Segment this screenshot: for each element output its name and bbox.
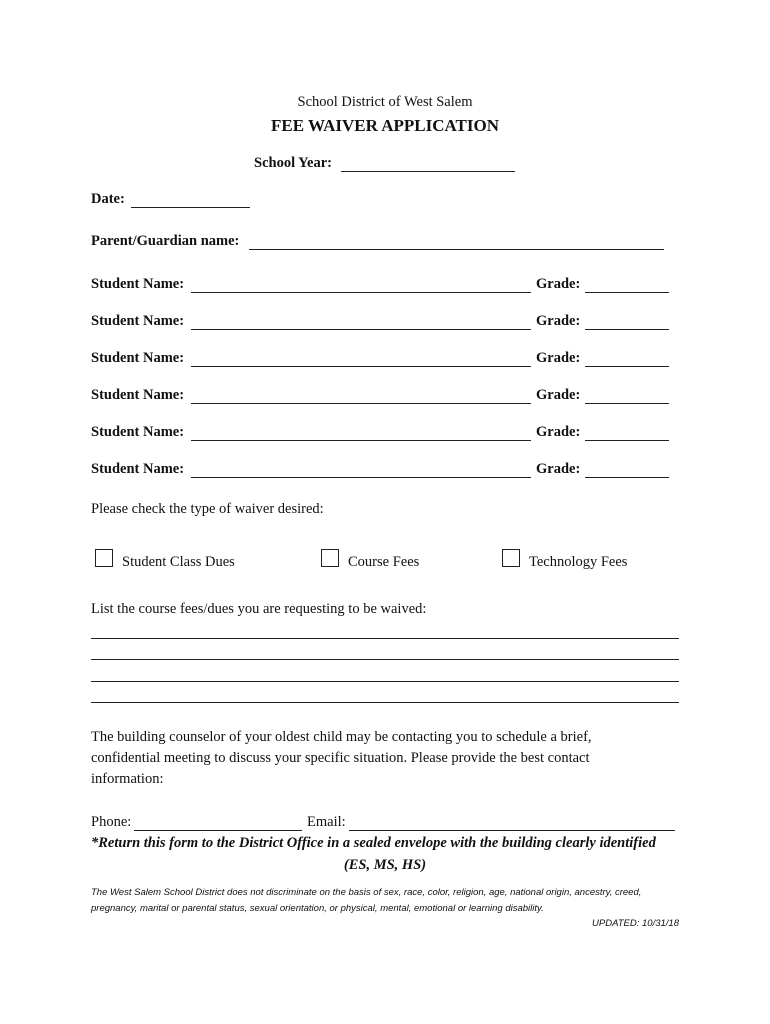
student-name-label: Student Name:: [91, 350, 185, 366]
student-name-label: Student Name:: [91, 387, 185, 403]
student-name-field[interactable]: [191, 329, 531, 330]
email-label: Email:: [307, 814, 346, 830]
list-fees-prompt: List the course fees/dues you are requesting to be waived:: [91, 601, 427, 617]
fees-list-line[interactable]: [91, 681, 679, 682]
student-name-field[interactable]: [191, 292, 531, 293]
return-instruction-schools: (ES, MS, HS): [343, 857, 427, 873]
parent-guardian-field[interactable]: [249, 249, 664, 250]
counselor-text: The building counselor of your oldest child may be contacting you to schedule a brief,: [91, 729, 592, 745]
grade-label: Grade:: [536, 313, 581, 329]
waiver-type-prompt: Please check the type of waiver desired:: [91, 501, 324, 517]
student-name-field[interactable]: [191, 366, 531, 367]
course-fees-label: Course Fees: [348, 554, 420, 570]
fees-list-line[interactable]: [91, 638, 679, 639]
email-field[interactable]: [349, 830, 675, 831]
grade-field[interactable]: [585, 329, 669, 330]
student-name-label: Student Name:: [91, 461, 185, 477]
technology-fees-checkbox[interactable]: [502, 549, 520, 567]
phone-field[interactable]: [134, 830, 302, 831]
grade-label: Grade:: [536, 461, 581, 477]
student-class-dues-checkbox[interactable]: [95, 549, 113, 567]
parent-guardian-label: Parent/Guardian name:: [91, 233, 240, 249]
updated-date: UPDATED: 10/31/18: [592, 918, 679, 929]
grade-field[interactable]: [585, 477, 669, 478]
student-name-field[interactable]: [191, 440, 531, 441]
grade-field[interactable]: [585, 403, 669, 404]
course-fees-checkbox[interactable]: [321, 549, 339, 567]
technology-fees-label: Technology Fees: [529, 554, 628, 570]
phone-label: Phone:: [91, 814, 132, 830]
non-discrimination-notice: pregnancy, marital or parental status, sexual orientation, or physical, mental, emotional or learning disability.: [91, 903, 544, 914]
fees-list-line[interactable]: [91, 702, 679, 703]
student-name-label: Student Name:: [91, 424, 185, 440]
student-name-field[interactable]: [191, 477, 531, 478]
return-instruction: *Return this form to the District Office in a sealed envelope with the building clearly identified: [91, 835, 656, 851]
student-name-label: Student Name:: [91, 313, 185, 329]
grade-field[interactable]: [585, 440, 669, 441]
date-label: Date:: [91, 191, 125, 207]
student-name-label: Student Name:: [91, 276, 185, 292]
page-title: FEE WAIVER APPLICATION: [271, 116, 499, 135]
fees-list-line[interactable]: [91, 659, 679, 660]
district-name: School District of West Salem: [297, 94, 473, 110]
non-discrimination-notice: The West Salem School District does not discriminate on the basis of sex, race, color, religion, age, national origin, ancestry, creed,: [91, 887, 642, 898]
counselor-text: confidential meeting to discuss your specific situation. Please provide the best contact: [91, 750, 590, 766]
counselor-text: information:: [91, 771, 164, 787]
student-name-field[interactable]: [191, 403, 531, 404]
grade-label: Grade:: [536, 350, 581, 366]
grade-field[interactable]: [585, 366, 669, 367]
grade-field[interactable]: [585, 292, 669, 293]
student-class-dues-label: Student Class Dues: [122, 554, 235, 570]
grade-label: Grade:: [536, 424, 581, 440]
school-year-label: School Year:: [254, 155, 332, 171]
date-field[interactable]: [131, 207, 250, 208]
grade-label: Grade:: [536, 276, 581, 292]
grade-label: Grade:: [536, 387, 581, 403]
school-year-field[interactable]: [341, 171, 515, 172]
